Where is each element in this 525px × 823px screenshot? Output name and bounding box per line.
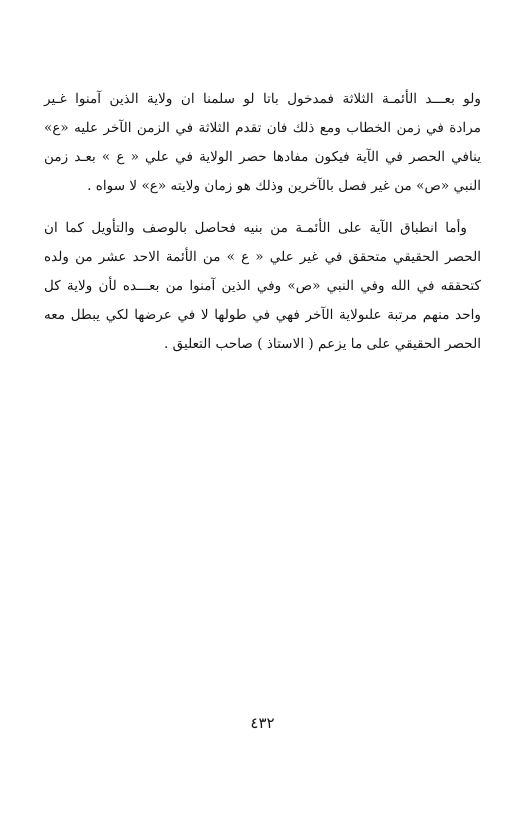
paragraph-1	[44, 85, 481, 201]
paragraph-line: واحد منهم مرتبة علىولاية الآخر فهي في طولها لا في عرضها لكي يبطل معه	[44, 307, 481, 323]
paragraph-line: ولو بعـــد الأئمـة الثلاثة فمدخول باتا لو سلمنا ان ولاية الذين آمنوا غـير	[44, 91, 481, 107]
paragraph-line: مرادة في زمن الخطاب ومع ذلك فان تقدم الثلاثة في الزمن الآخر عليه «ع»	[44, 120, 481, 136]
paragraph-2	[44, 214, 481, 359]
paragraph-line: وأما انطباق الآية على الأئمـة من بنيه فحاصل بالوصف والتأويل كما ان	[44, 220, 467, 236]
paragraph-line: الحصر الحقيقي متحقق في غير علي « ع » من الأئمة الاحد عشر من ولده	[44, 249, 481, 265]
paragraph-line: الحصر الحقيقي على ما يزعم ( الاستاذ ) صاحب التعليق .	[164, 336, 481, 352]
paragraph-line: ينافي الحصر في الآية فيكون مفادها حصر الولاية في علي « ع » بعـد زمن	[44, 149, 481, 165]
page-number: ٤٣٢	[250, 714, 275, 732]
paragraph-line: كتحققه في الله وفي النبي «ص» وفي الذين آمنوا من بعـــده لأن ولاية كل	[44, 278, 481, 294]
paragraph-line: النبي «ص» من غير فصل بالآخرين وذلك هو زمان ولايته «ع» لا سواه .	[87, 178, 481, 194]
